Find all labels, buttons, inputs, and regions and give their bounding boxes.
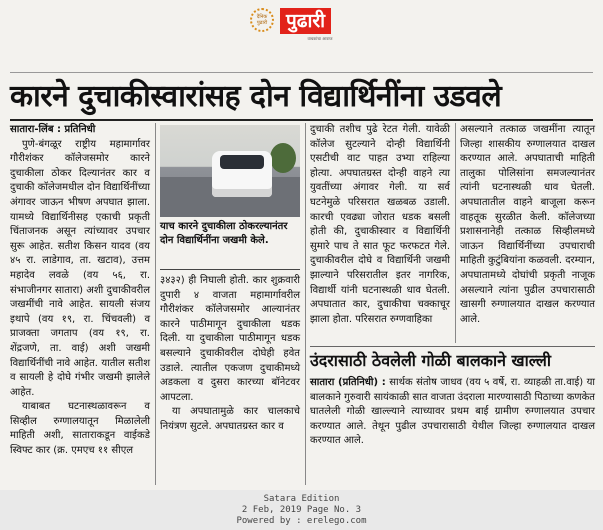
footer-edition: Satara Edition xyxy=(263,494,340,504)
page-footer xyxy=(0,494,603,527)
article-paragraph: दुचाकी तशीच पुढे रेटत गेली. यावेळी कॉलेज सुटल्याने दोन्ही विद्यार्थिनी एसटीची वाट पाहत उभ्या राहिल्या होत्या. अपघातग्रस्त दोन्ही वाहने त्या युवतींच्या अंगावर गेली. या सर्व घटनेमुळे परिसरात खळबळ उडाली. कारची एवढ्या जोरात धडक बसली होती की, दुचाकीस्वार व विद्यार्थिनी सुमारे पाच ते सात फूट फरफटत गेले. दुचाकीवरील दोघे व विद्यार्थिनी जखमी झाल्याने परिसरातील इतर नागरिक, विद्यार्थी यांनी घटनास्थळी धाव घेतली. अपघातात कार, दुचाकीचा चक्काचूर झाला होता. परिसरात रुग्णवाहिका xyxy=(310,124,450,325)
article2-dateline: सातारा (प्रतिनिधी) : xyxy=(310,377,386,388)
logo-seal-icon xyxy=(250,8,274,32)
article-column-2 xyxy=(160,274,300,435)
photo-tree xyxy=(270,143,296,173)
article2-headline: उंदरासाठी ठेवलेली गोळी बालकाने खाल्ली xyxy=(310,351,552,370)
newspaper-logo: पुढारी xyxy=(280,8,331,34)
article-paragraph: या अपघातामुळे कार चालकाचे नियंत्रण सुटले. अपघातग्रस्त कार व xyxy=(160,406,300,432)
article-headline: कारने दुचाकीस्वारांसह दोन विद्यार्थिनींना उडवले xyxy=(10,79,502,114)
photo-caption: याच कारने दुचाकीला ठोकरल्यानंतर दोन विद्यार्थिनींना जखमी केले. xyxy=(160,221,288,246)
column-divider xyxy=(455,123,456,343)
article-paragraph: याबाबत घटनास्थळावरून व सिव्हील रुग्णालयातून मिळालेली माहिती अशी, साताराकडून वाईकडे स्विफ्ट कार (क्र. एमएच ११ सीएल xyxy=(10,401,150,457)
article2-top-divider xyxy=(310,346,595,347)
article-column-4 xyxy=(460,123,595,327)
top-divider xyxy=(10,72,593,73)
headline-divider xyxy=(10,119,593,121)
accident-car-photo xyxy=(160,125,300,217)
article-paragraph: ३४३२) ही निघाली होती. कार शुक्रवारी दुपारी ४ वाजता महामार्गावरील गौरीशंकर कॉलेजसमोर आल्यानंतर कारने पाठीमागून दुचाकीला धडक दिली. या दुचाकीला पाठीमागून धडक बसल्याने दुचाकीवरील दोघेही हवेत उडाले. त्यातील एकजण दुचाकीमध्ये अडकला व दुसरा कारच्या बॉनेटवर आपटला. xyxy=(160,275,300,403)
article2-body xyxy=(310,376,595,449)
photo-car-windshield xyxy=(220,155,264,169)
article-paragraph: असल्याने तत्काळ जखमींना त्यातून जिल्हा शासकीय रुग्णालयात दाखल करण्यात आले. अपघाताची माहिती तालुका पोलिसांना समजल्यानंतर त्यांनी घटनास्थळी धाव घेतली. अपघातातील वाहने बाजूला करून वाहतूक सुरळीत केली. कॉलेजच्या प्रशासनानेही तत्काळ सिव्हीलमध्ये जाऊन विद्यार्थिनींच्या उपचाराची माहिती कुटुंबियांना कळवली. दरम्यान, अपघातामध्ये दोघांची प्रकृती नाजूक असल्याने त्यांना पुढील उपचारासाठी खासगी रुग्णालयात दाखल करण्यात आले. xyxy=(460,124,596,325)
footer-date-page: 2 Feb, 2019 Page No. 3 xyxy=(241,505,362,515)
article-dateline: सातारा-लिंब : प्रतिनिधी xyxy=(10,124,96,135)
article-column-3 xyxy=(310,123,450,327)
column-divider xyxy=(155,123,156,485)
footer-powered-by: Powered by : erelego.com xyxy=(236,516,367,526)
logo-tagline: वाचकांचा आवाज xyxy=(307,36,333,41)
column-divider xyxy=(305,123,306,485)
article-paragraph: पुणे-बंगळूर राष्ट्रीय महामार्गावर गौरीशंकर कॉलेजसमोर कारने दुचाकीला ठोकर दिल्यानंतर कार व दुचाकी कॉलेजमधील दोन विद्यार्थिनींच्या अंगावर जाऊन भीषण अपघात झाला. यामध्ये विद्यार्थिनीसह एकाची प्रकृती चिंताजनक असून त्यांच्यावर उपचार सुरू आहेत. सतीश किसन यादव (वय ४५ रा. लाडेगाव, ता. खटाव), उत्तम महादेव लवळे (वय ५६, रा. संभाजीनगर सातारा) अशी दुचाकीवरील जखमींची नावे आहेत. सायली संजय इथापे (वय १९, रा. चिंचवली) व प्राजक्ता जगताप (वय १९, रा. शेंद्रजणे, ता. वाई) अशी जखमी विद्यार्थिनींची नावे आहेत. यातील सतीश व सायली हे दोघे गंभीर जखमी झालेले आहेत. xyxy=(10,138,150,398)
article2-text: सार्थक संतोष जाधव (वय ५ वर्षे, रा. व्याहळी ता.वाई) या बालकाने गुरुवारी सायंकाळी सात वाजता उंदराला मारण्यासाठी पिठाच्या कणकेत घातलेली गोळी खाल्ल्याने त्याच्यावर प्रथम बाई ग्रामीण रुग्णालयात उपचार करण्यात आले. तेथून पुढील उपचारासाठी येथील जिल्हा रुग्णालयात दाखल करण्यात आले. xyxy=(310,377,595,447)
masthead xyxy=(0,6,603,46)
caption-divider xyxy=(160,269,300,270)
article-column-1 xyxy=(10,123,150,459)
logo-seal-text: दैनिक पुढारी xyxy=(256,14,268,26)
